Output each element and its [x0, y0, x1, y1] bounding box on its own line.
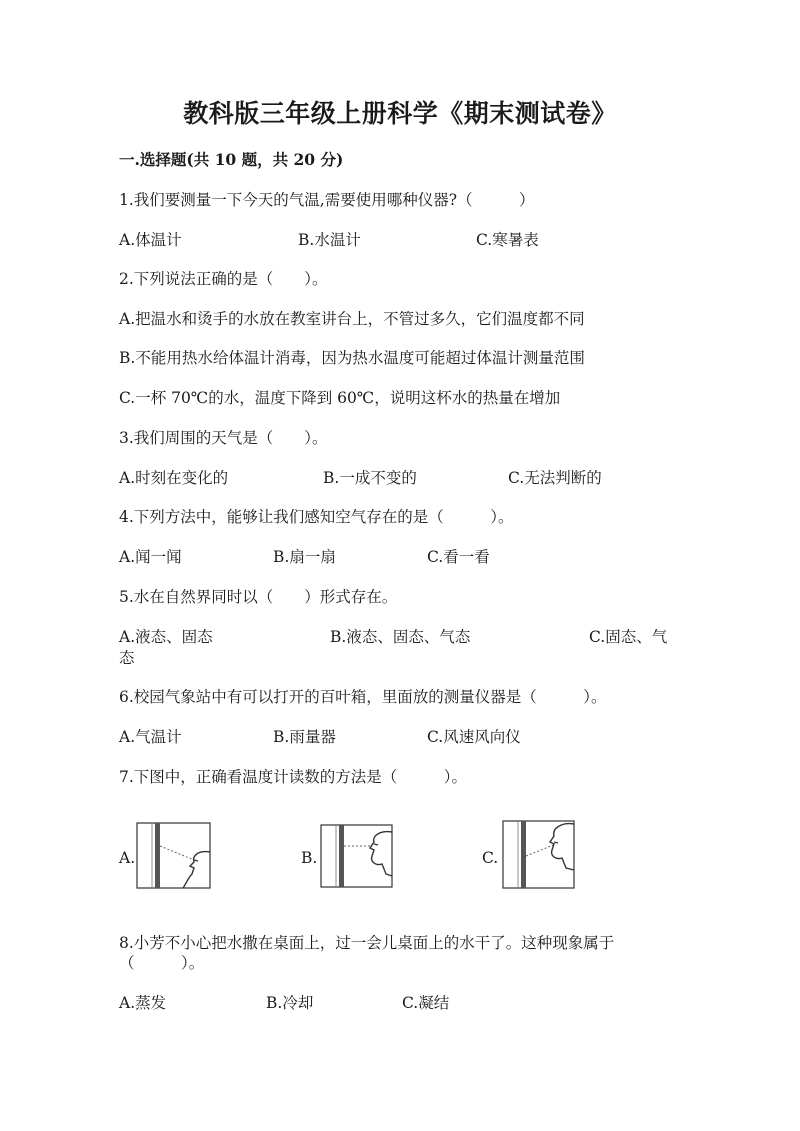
page-title: 教科版三年级上册科学《期末测试卷》 [183, 99, 617, 128]
question-4-option-c: C.看一看 [427, 548, 490, 566]
question-3-option-a: A.时刻在变化的 [119, 469, 229, 487]
question-2-option-b: B.不能用热水给体温计消毒，因为热水温度可能超过体温计测量范围 [119, 349, 585, 367]
question-8-stem-line-1: 8.小芳不小心把水撒在桌面上，过一会儿桌面上的水干了。这种现象属于 [119, 934, 615, 952]
question-7-option-b: B. [301, 849, 318, 867]
question-8-option-a: A.蒸发 [119, 994, 167, 1012]
section-heading: 一.选择题(共 10 题，共 20 分) [119, 150, 344, 169]
question-1-option-b: B.水温计 [298, 231, 361, 249]
thermometer-eye-above-icon [502, 820, 576, 890]
question-7-stem: 7.下图中，正确看温度计读数的方法是（ ）。 [119, 768, 468, 786]
question-3-option-c: C.无法判断的 [508, 469, 602, 487]
question-2-stem: 2.下列说法正确的是（ ）。 [119, 270, 328, 288]
question-4-stem: 4.下列方法中，能够让我们感知空气存在的是（ ）。 [119, 508, 514, 526]
question-1-option-c: C.寒暑表 [476, 231, 539, 249]
question-6-option-b: B.雨量器 [273, 728, 336, 746]
question-2-option-c: C.一杯 70℃的水，温度下降到 60℃，说明这杯水的热量在增加 [119, 389, 561, 407]
question-4-option-a: A.闻一闻 [119, 548, 182, 566]
question-3-stem: 3.我们周围的天气是（ ）。 [119, 429, 328, 447]
question-8-option-b: B.冷却 [266, 994, 314, 1012]
question-1-stem: 1.我们要测量一下今天的气温,需要使用哪种仪器?（ ） [119, 191, 535, 209]
thermometer-eye-level-icon [320, 824, 394, 888]
question-5-option-a: A.液态、固态 [119, 628, 213, 646]
question-5-stem: 5.水在自然界同时以（ ）形式存在。 [119, 588, 398, 606]
question-7-option-a: A. [119, 849, 136, 867]
question-4-option-b: B.扇一扇 [273, 548, 336, 566]
question-8-stem-line-2: （ ）。 [119, 954, 205, 972]
question-7-option-c: C. [482, 849, 499, 867]
thermometer-eye-below-icon [136, 822, 212, 890]
question-2-option-a: A.把温水和烫手的水放在教室讲台上，不管过多久，它们温度都不同 [119, 310, 585, 328]
question-6-stem: 6.校园气象站中有可以打开的百叶箱，里面放的测量仪器是（ ）。 [119, 688, 607, 706]
question-3-option-b: B.一成不变的 [323, 469, 417, 487]
question-6-option-a: A.气温计 [119, 728, 182, 746]
question-5-option-c-wrap: 态 [119, 649, 135, 667]
question-1-option-a: A.体温计 [119, 231, 182, 249]
question-8-option-c: C.凝结 [402, 994, 450, 1012]
question-6-option-c: C.风速风向仪 [427, 728, 521, 746]
question-5-option-b: B.液态、固态、气态 [330, 628, 471, 646]
question-5-option-c: C.固态、气 [589, 628, 668, 646]
